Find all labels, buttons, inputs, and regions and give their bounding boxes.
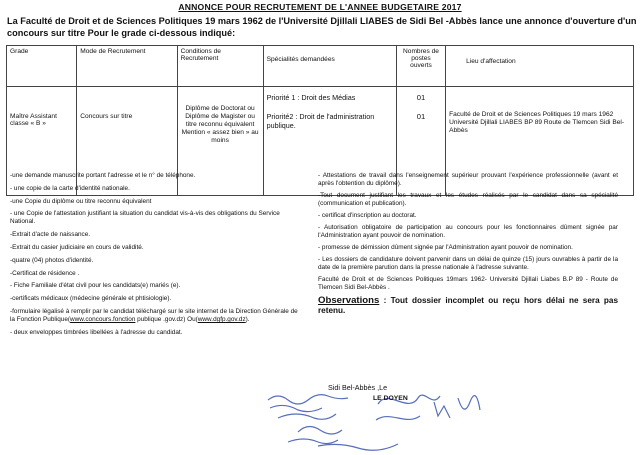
list-item: -Tout document justifiant les travaux et les études réalisés par le candidat dans sa spécialité (communication et publication). [318, 192, 618, 207]
documents-right-list [318, 172, 618, 320]
list-item: - Attestations de travail dans l'enseignement supérieur prouvant l'expérience professionnelle (avant et après l'obtention du diplôme). [318, 172, 618, 187]
announcement-title: ANNONCE POUR RECRUTEMENT DE L'ANNEE BUDGETAIRE 2017 [178, 2, 462, 12]
priority-1: Priorité 1 : Droit des Médias [266, 93, 356, 102]
observations [318, 296, 618, 316]
list-item: - une copie de la carte d'identité nationale. [10, 184, 130, 192]
form-text-mid: publique .gov.dz) Ou( [135, 315, 198, 323]
form-text-end: ). [245, 315, 250, 323]
signature-title: LE DOYEN [373, 395, 408, 402]
nombre-1: 01 [416, 93, 426, 102]
list-item: - une Copie de l'attestation justifiant la situation du candidat vis-à-vis des obligations du Service National. [10, 210, 280, 226]
signature-place: Sidi Bel-Abbès ,Le [328, 383, 388, 392]
list-item [10, 308, 300, 324]
priority-2: Priorité2 : Droit de l'administration publique. [266, 112, 375, 130]
list-item: -certificats médicaux (médecine générale et phtisiologie). [10, 295, 172, 303]
list-item: - certificat d'inscription au doctorat. [318, 212, 417, 219]
faculty-address: Faculté de Droit et de Sciences Politiques 19mars 1962- Université Djillali Liabes B.P 89 - Route de Tlemcen Sidi Bel-Abbès . [318, 276, 618, 291]
form-text: -formulaire légalisé à remplir par le candidat téléchargé sur le site internet de la Direction Générale de la Fonction Publique( [10, 307, 298, 323]
list-item: - promesse de démission dûment signée par l'Administration ayant pouvoir de nomination. [318, 244, 573, 251]
list-item: - Les dossiers de candidature doivent parvenir dans un délai de quinze (15) jours ouvrables à partir de la date de la première parution dans la presse nationale à l'adresse suivante. [318, 256, 618, 271]
header-nombre: Nombres de postes ouverts [396, 46, 445, 87]
cell-mode: Concours sur titre [77, 87, 177, 196]
header-mode: Mode de Recrutement [77, 46, 177, 87]
cell-grade: Maître Assistant classe « B » [7, 87, 77, 196]
announcement-intro: La Faculté de Droit et de Sciences Politiques 19 mars 1962 de l'Université Djillali LIABES de Sidi Bel -Abbès lance une annonce d'ouverture d'un concours sur titre Pour le grade ci-dessous indiqué: [7, 16, 637, 38]
observations-label: Observations [318, 295, 380, 306]
table-header-row [7, 46, 634, 87]
list-item: - deux enveloppes timbrées libellées à l'adresse du candidat. [10, 328, 183, 336]
list-item: -Extrait d'acte de naissance. [10, 231, 91, 239]
list-item: - Fiche Familiale d'état civil pour les candidats(e) mariés (e). [10, 282, 181, 290]
list-item: - Autorisation obligatoire de participation au concours pour les fonctionnaires dûment signée par l'Administration ayant pouvoir de nomination. [318, 224, 618, 239]
list-item: -Certificat de résidence . [10, 269, 80, 277]
list-item: -une demande manuscrite portant l'adresse et le n° de téléphone. [10, 172, 196, 179]
list-item: -Extrait du casier judiciaire en cours de validité. [10, 243, 144, 251]
list-item: -quatre (04) photos d'identité. [10, 256, 94, 264]
cell-lieu: Faculté de Droit et de Sciences Politiques 19 mars 1962 Université Djillali LIABES BP 89 Route de Tlemcen Sidi Bel-Abbès [446, 87, 634, 196]
cell-conditions: Diplôme de Doctorat ou Diplôme de Magister ou titre reconnu équivalent Mention « assez bien » au moins [177, 87, 263, 196]
observations-text: : Tout dossier incomplet ou reçu hors délai ne sera pas retenu. [318, 296, 618, 315]
signature-stamp [258, 380, 638, 455]
dgfp-link[interactable]: www.dgfp.gov.dz [197, 315, 246, 323]
header-conditions: Conditions de Recrutement [177, 46, 263, 87]
concours-link[interactable]: www.concours.fonction [70, 315, 136, 323]
nombre-2: 01 [416, 112, 426, 121]
header-specialites: Spécialités demandées [263, 46, 396, 87]
header-grade: Grade [7, 46, 77, 87]
header-lieu: Lieu d'affectation [446, 46, 634, 87]
documents-left-list [10, 172, 300, 342]
list-item: -une Copie du diplôme ou titre reconnu équivalent [10, 197, 152, 205]
